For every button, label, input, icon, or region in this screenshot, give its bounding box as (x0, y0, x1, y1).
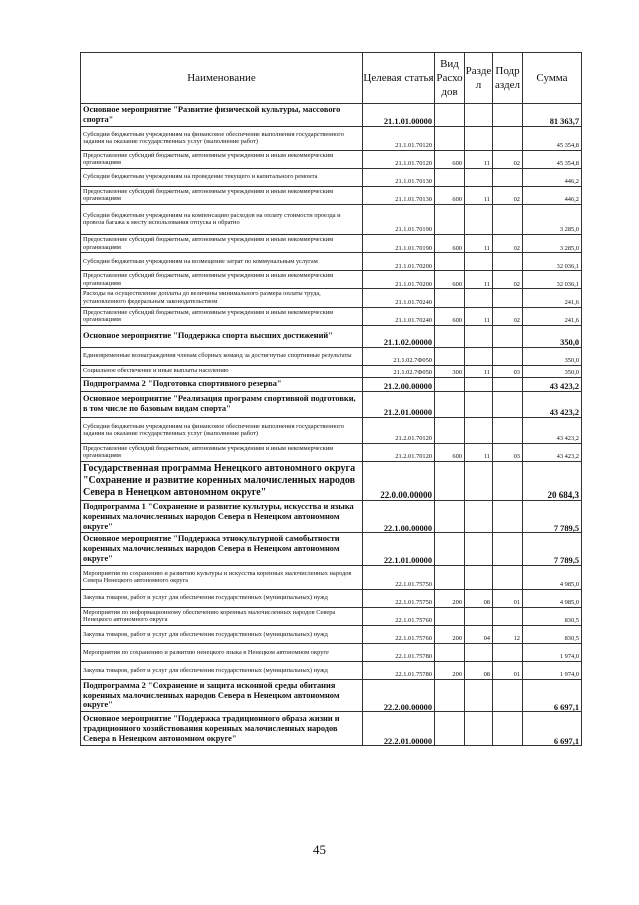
cell-code: 22.1.01.75760 (363, 607, 435, 625)
cell-pr (493, 607, 523, 625)
cell-code: 22.1.01.75780 (363, 643, 435, 661)
cell-vr: 600 (435, 150, 465, 168)
cell-rz (465, 168, 493, 186)
cell-sum: 446,2 (523, 186, 582, 204)
cell-sum: 350,0 (523, 365, 582, 377)
page-number: 45 (313, 842, 326, 857)
cell-vr: 600 (435, 271, 465, 289)
cell-rz: 11 (465, 271, 493, 289)
table-row (81, 347, 582, 365)
cell-pr: 01 (493, 589, 523, 607)
cell-code: 21.1.02.7Ф050 (363, 365, 435, 377)
cell-sum: 81 363,7 (523, 104, 582, 127)
cell-vr: 600 (435, 186, 465, 204)
cell-name: Субсидии бюджетным учреждениям на финансовое обеспечение выполнения государственного задания на оказание государственных услуг (выполнение работ) (81, 417, 363, 443)
cell-rz (465, 565, 493, 589)
cell-code: 22.1.01.75780 (363, 661, 435, 679)
cell-sum: 1 974,0 (523, 643, 582, 661)
cell-vr (435, 253, 465, 271)
cell-sum: 1 974,0 (523, 661, 582, 679)
cell-rz (465, 347, 493, 365)
cell-code: 21.1.02.7Ф050 (363, 347, 435, 365)
cell-pr (493, 565, 523, 589)
cell-vr (435, 391, 465, 417)
table-row (81, 589, 582, 607)
cell-rz (465, 712, 493, 746)
cell-code: 22.0.00.00000 (363, 461, 435, 500)
cell-code: 21.1.01.70200 (363, 271, 435, 289)
cell-pr (493, 712, 523, 746)
cell-vr (435, 643, 465, 661)
cell-sum: 45 354,8 (523, 126, 582, 150)
cell-pr (493, 417, 523, 443)
budget-table (80, 52, 582, 746)
cell-name: Предоставление субсидий бюджетным, автономным учреждениям и иным некоммерческим организациям (81, 150, 363, 168)
header-razdel: Разде л (465, 53, 493, 104)
cell-code: 22.1.00.00000 (363, 500, 435, 532)
cell-rz (465, 325, 493, 347)
cell-sum: 3 285,0 (523, 204, 582, 234)
cell-vr: 200 (435, 589, 465, 607)
table-row (81, 271, 582, 289)
table-body (81, 104, 582, 746)
cell-name: Субсидии бюджетным учреждениям на финансовое обеспечение выполнения государственного задания на оказание государственных услуг (выполнение работ) (81, 126, 363, 150)
cell-name: Предоставление субсидий бюджетным, автономным учреждениям и иным некоммерческим организациям (81, 307, 363, 325)
table-header-row (81, 53, 582, 104)
cell-name: Закупка товаров, работ и услуг для обеспечения государственных (муниципальных) нужд (81, 625, 363, 643)
cell-sum: 32 036,1 (523, 253, 582, 271)
cell-name: Основное мероприятие "Развитие физической культуры, массового спорта" (81, 104, 363, 127)
cell-rz (465, 461, 493, 500)
cell-pr (493, 253, 523, 271)
header-vr: Вид Расхо дов (435, 53, 465, 104)
cell-vr (435, 377, 465, 391)
cell-name: Единовременные вознаграждения членам сборных команд за достигнутые спортивные результаты (81, 347, 363, 365)
cell-vr (435, 533, 465, 565)
cell-vr (435, 500, 465, 532)
cell-rz (465, 679, 493, 711)
cell-rz (465, 533, 493, 565)
cell-name: Государственная программа Ненецкого автономного округа "Сохранение и развитие коренных малочисленных народов Севера в Ненецком автономном округе" (81, 461, 363, 500)
cell-vr (435, 168, 465, 186)
cell-name: Субсидии бюджетным учреждениям на возмещение затрат по коммунальным услугам (81, 253, 363, 271)
cell-pr (493, 391, 523, 417)
table-row (81, 443, 582, 461)
cell-pr: 02 (493, 150, 523, 168)
cell-sum: 241,6 (523, 307, 582, 325)
cell-name: Закупка товаров, работ и услуг для обеспечения государственных (муниципальных) нужд (81, 661, 363, 679)
cell-sum: 350,0 (523, 347, 582, 365)
cell-rz: 11 (465, 365, 493, 377)
cell-vr (435, 679, 465, 711)
cell-rz (465, 500, 493, 532)
cell-rz: 04 (465, 625, 493, 643)
cell-pr: 02 (493, 234, 523, 252)
table-row (81, 253, 582, 271)
header-target: Целевая статья (363, 53, 435, 104)
cell-code: 22.2.00.00000 (363, 679, 435, 711)
cell-code: 21.1.01.70120 (363, 150, 435, 168)
cell-code: 21.1.01.70190 (363, 204, 435, 234)
cell-vr: 200 (435, 661, 465, 679)
cell-pr: 03 (493, 443, 523, 461)
cell-vr: 200 (435, 625, 465, 643)
cell-sum: 32 036,1 (523, 271, 582, 289)
cell-name: Субсидии бюджетным учреждениям на проведение текущего и капитального ремонта (81, 168, 363, 186)
cell-rz: 11 (465, 443, 493, 461)
cell-name: Субсидии бюджетным учреждениям на компенсацию расходов на оплату стоимости проезда и провоза багажа к месту использования отпуска и обратно (81, 204, 363, 234)
cell-code: 21.1.01.70240 (363, 289, 435, 307)
table-row (81, 204, 582, 234)
cell-pr: 12 (493, 625, 523, 643)
table-row (81, 186, 582, 204)
cell-code: 21.1.01.70200 (363, 253, 435, 271)
cell-name: Подпрограмма 2 "Сохранение и защита исконной среды обитания коренных малочисленных народов Севера в Ненецком автономном округе" (81, 679, 363, 711)
cell-rz: 08 (465, 589, 493, 607)
cell-vr: 600 (435, 443, 465, 461)
table-row (81, 565, 582, 589)
table-row (81, 607, 582, 625)
cell-rz (465, 289, 493, 307)
table-row (81, 325, 582, 347)
cell-vr (435, 607, 465, 625)
table-row (81, 168, 582, 186)
cell-sum: 20 684,3 (523, 461, 582, 500)
cell-name: Основное мероприятие "Поддержка спорта высших достижений" (81, 325, 363, 347)
cell-sum: 446,2 (523, 168, 582, 186)
cell-code: 21.2.01.70120 (363, 443, 435, 461)
cell-rz (465, 126, 493, 150)
cell-pr (493, 500, 523, 532)
cell-code: 22.1.01.75760 (363, 625, 435, 643)
cell-code: 21.1.01.70240 (363, 307, 435, 325)
cell-sum: 4 985,0 (523, 589, 582, 607)
cell-code: 21.2.01.00000 (363, 391, 435, 417)
cell-code: 21.2.00.00000 (363, 377, 435, 391)
cell-vr: 600 (435, 307, 465, 325)
cell-rz (465, 391, 493, 417)
cell-code: 22.1.01.75750 (363, 589, 435, 607)
cell-sum: 7 789,5 (523, 533, 582, 565)
cell-pr (493, 104, 523, 127)
cell-pr (493, 126, 523, 150)
budget-table-container (80, 52, 582, 746)
cell-rz (465, 377, 493, 391)
cell-sum: 43 423,2 (523, 417, 582, 443)
cell-code: 22.2.01.00000 (363, 712, 435, 746)
cell-sum: 3 285,0 (523, 234, 582, 252)
cell-pr: 02 (493, 271, 523, 289)
header-name: Наименование (81, 53, 363, 104)
cell-name: Мероприятия по информационному обеспечению коренных малочисленных народов Севера Ненецкого автономного округа (81, 607, 363, 625)
cell-rz: 11 (465, 150, 493, 168)
table-row (81, 307, 582, 325)
cell-name: Мероприятия по сохранению и развитию культуры и искусства коренных малочисленных народов Севера Ненецкого автономного округа (81, 565, 363, 589)
cell-code: 21.1.01.70130 (363, 168, 435, 186)
cell-name: Предоставление субсидий бюджетным, автономным учреждениям и иным некоммерческим организациям (81, 234, 363, 252)
cell-name: Предоставление субсидий бюджетным, автономным учреждениям и иным некоммерческим организациям (81, 186, 363, 204)
table-row (81, 661, 582, 679)
cell-sum: 6 697,1 (523, 712, 582, 746)
table-row (81, 365, 582, 377)
cell-pr: 03 (493, 365, 523, 377)
table-row (81, 461, 582, 500)
cell-vr (435, 712, 465, 746)
table-row (81, 533, 582, 565)
cell-rz (465, 253, 493, 271)
table-row (81, 150, 582, 168)
cell-rz (465, 204, 493, 234)
table-row (81, 643, 582, 661)
cell-sum: 43 423,2 (523, 377, 582, 391)
cell-code: 21.1.01.00000 (363, 104, 435, 127)
cell-vr (435, 565, 465, 589)
cell-vr (435, 104, 465, 127)
cell-code: 21.1.01.70130 (363, 186, 435, 204)
cell-name: Предоставление субсидий бюджетным, автономным учреждениям и иным некоммерческим организациям (81, 443, 363, 461)
cell-pr (493, 377, 523, 391)
cell-vr (435, 126, 465, 150)
table-row (81, 234, 582, 252)
cell-pr: 02 (493, 186, 523, 204)
cell-pr (493, 204, 523, 234)
cell-pr: 01 (493, 661, 523, 679)
cell-sum: 830,5 (523, 625, 582, 643)
cell-pr (493, 325, 523, 347)
cell-pr (493, 347, 523, 365)
cell-pr (493, 461, 523, 500)
cell-sum: 350,0 (523, 325, 582, 347)
cell-sum: 43 423,2 (523, 443, 582, 461)
cell-code: 22.1.01.75750 (363, 565, 435, 589)
cell-rz (465, 417, 493, 443)
cell-pr (493, 643, 523, 661)
cell-name: Подпрограмма 1 "Сохранение и развитие культуры, искусства и языка коренных малочисленных народов Севера в Ненецком автономном округе" (81, 500, 363, 532)
header-sum: Сумма (523, 53, 582, 104)
cell-name: Социальное обеспечение и иные выплаты населению (81, 365, 363, 377)
header-podrazdel: Подр аздел (493, 53, 523, 104)
cell-sum: 45 354,8 (523, 150, 582, 168)
cell-name: Расходы на осуществление доплаты до величины минимального размера оплаты труда, установленного федеральным законодательством (81, 289, 363, 307)
table-row (81, 712, 582, 746)
cell-sum: 4 985,0 (523, 565, 582, 589)
cell-vr: 300 (435, 365, 465, 377)
cell-name: Основное мероприятие "Поддержка традиционного образа жизни и традиционного хозяйствования коренных малочисленных народов Севера в Ненецком автономном округе" (81, 712, 363, 746)
cell-pr (493, 289, 523, 307)
cell-rz (465, 607, 493, 625)
cell-rz: 08 (465, 661, 493, 679)
cell-name: Основное мероприятие "Реализация программ спортивной подготовки, в том числе по базовым видам спорта" (81, 391, 363, 417)
cell-pr (493, 533, 523, 565)
cell-name: Подпрограмма 2 "Подготовка спортивного резерва" (81, 377, 363, 391)
cell-sum: 241,6 (523, 289, 582, 307)
cell-sum: 7 789,5 (523, 500, 582, 532)
cell-vr (435, 289, 465, 307)
cell-rz: 11 (465, 307, 493, 325)
table-row (81, 417, 582, 443)
cell-name: Основное мероприятие "Поддержка этнокультурной самобытности коренных малочисленных народов Севера в Ненецком автономном округе" (81, 533, 363, 565)
cell-pr (493, 168, 523, 186)
cell-vr (435, 204, 465, 234)
table-row (81, 625, 582, 643)
cell-rz: 11 (465, 234, 493, 252)
cell-pr (493, 679, 523, 711)
cell-sum: 43 423,2 (523, 391, 582, 417)
cell-code: 21.1.01.70120 (363, 126, 435, 150)
cell-code: 21.2.01.70120 (363, 417, 435, 443)
cell-vr: 600 (435, 234, 465, 252)
table-row (81, 679, 582, 711)
cell-pr: 02 (493, 307, 523, 325)
table-row (81, 500, 582, 532)
table-row (81, 104, 582, 127)
table-row (81, 289, 582, 307)
cell-vr (435, 417, 465, 443)
table-row (81, 126, 582, 150)
cell-code: 22.1.01.00000 (363, 533, 435, 565)
cell-sum: 6 697,1 (523, 679, 582, 711)
cell-vr (435, 461, 465, 500)
cell-name: Закупка товаров, работ и услуг для обеспечения государственных (муниципальных) нужд (81, 589, 363, 607)
cell-name: Мероприятия по сохранению и развитию ненецкого языка в Ненецком автономном округе (81, 643, 363, 661)
cell-name: Предоставление субсидий бюджетным, автономным учреждениям и иным некоммерческим организациям (81, 271, 363, 289)
cell-sum: 830,5 (523, 607, 582, 625)
cell-rz (465, 104, 493, 127)
table-row (81, 391, 582, 417)
cell-rz (465, 643, 493, 661)
cell-rz: 11 (465, 186, 493, 204)
table-row (81, 377, 582, 391)
cell-vr (435, 347, 465, 365)
cell-code: 21.1.01.70190 (363, 234, 435, 252)
cell-vr (435, 325, 465, 347)
cell-code: 21.1.02.00000 (363, 325, 435, 347)
